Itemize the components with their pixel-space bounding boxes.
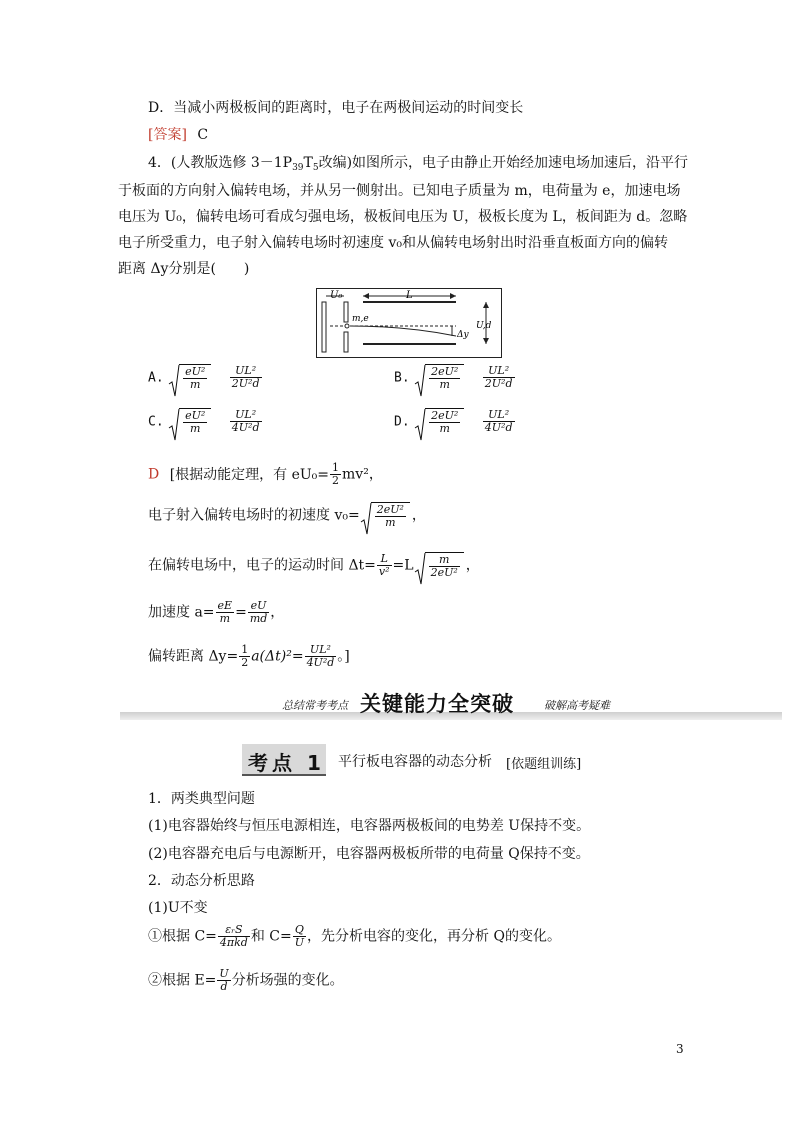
body-p4: 2．动态分析思路 [148,873,255,889]
solution-line2: 电子射入偏转电场时的初速度 v₀= $\frac{\text{2eU²}}{m}$ ， [148,502,426,529]
page-number: 3 [676,1042,684,1056]
label-ud: U,d [476,321,492,331]
option-c[interactable]: C. $\frac{\text{eU²}}{m}$ $\frac{\text{UL²}}{\text{4U²d}}$ [148,408,263,435]
solution-line1: D [根据动能定理，有 eU₀= $\frac{1}{2}$ mv²， [148,461,383,487]
option-c-sqrt: $\frac{\text{eU²}}{m}$ [168,408,211,435]
banner-left: 总结常考考点 [282,699,348,712]
section-tag: 考点 1 [248,751,325,775]
banner-right: 破解高考疑难 [544,699,610,712]
q4-line3: 电压为 U₀，偏转电场可看成匀强电场，极板间电压为 U，极板长度为 L，板间距为 d。忽略 [118,209,688,225]
label-l: L [406,290,413,301]
q4-line1: 4．(人教版选修 $3-1P_{39}T_5$改编)如图所示，电子由静止开始经加速电场加速后，沿平行 [148,155,689,173]
body-p6: ①根据 C= $\frac{\text{εᵣS}}{\text{4πkd}}$ 和 C= $\frac{Q}{U}$ ，先分析电容的变化，再分析 Q的变化。 [148,923,561,949]
option-d[interactable]: D. $\frac{\text{2eU²}}{m}$ $\frac{\text{UL²}}{\text{4U²d}}$ [394,408,516,435]
solution-letter: D [148,466,160,483]
label-u0: U₀ [330,290,343,301]
q4-line2: 于板面的方向射入偏转电场，并从另一侧射出。已知电子质量为 m，电荷量为 e，加速电场 [118,183,681,199]
q4-line4: 电子所受重力，电子射入偏转电场时初速度 v₀和从偏转电场射出时沿垂直板面方向的偏转 [118,235,668,251]
banner-title: 关键能力全突破 [360,692,514,716]
q4-line5: 距离 Δy分别是( ) [118,261,250,277]
body-p5: (1)U不变 [148,900,208,916]
answer-line [148,124,208,144]
label-me: m,e [352,314,369,324]
solution-line3: 在偏转电场中，电子的运动时间 Δt= $\frac{L}{\text{v²}}$ =L $\frac{m}{\text{2eU²}}$ ， [148,552,480,579]
option-b-sqrt: $\frac{\text{2eU²}}{m}$ [414,364,464,391]
deflection-diagram [316,288,502,358]
solution-line5: 偏转距离 Δy= $\frac{1}{2}$ a(Δt)²= $\frac{\text{UL²}}{\text{4U²d}}$ 。] [148,643,350,669]
section-bracket: [依题组训练] [506,757,582,772]
option-d-text: D．当减小两极板间的距离时，电子在两极间运动的时间变长 [148,100,524,116]
option-a[interactable]: A. $\frac{\text{eU²}}{m}$ $\frac{\text{UL²}}{\text{2U²d}}$ [148,364,263,391]
option-a-sqrt: $\frac{\text{eU²}}{m}$ [168,364,211,391]
body-p7: ②根据 E= $\frac{U}{d}$ 分析场强的变化。 [148,967,344,993]
body-p2: (1)电容器始终与恒压电源相连，电容器两极板间的电势差 U保持不变。 [148,818,591,834]
label-dy: Δy [457,330,469,340]
solution-line4: 加速度 a= $\frac{eE}{m}$ = $\frac{eU}{md}$ ， [148,599,285,625]
answer-value: C [197,127,209,143]
option-d-sqrt: $\frac{\text{2eU²}}{m}$ [414,408,464,435]
body-p1: 1．两类典型问题 [148,791,255,807]
answer-label: [答案] [148,127,187,143]
body-p3: (2)电容器充电后与电源断开，电容器两极板所带的电荷量 Q保持不变。 [148,846,590,862]
option-b[interactable]: B. $\frac{\text{2eU²}}{m}$ $\frac{\text{UL²}}{\text{2U²d}}$ [394,364,516,391]
section-title: 平行板电容器的动态分析 [338,754,492,770]
